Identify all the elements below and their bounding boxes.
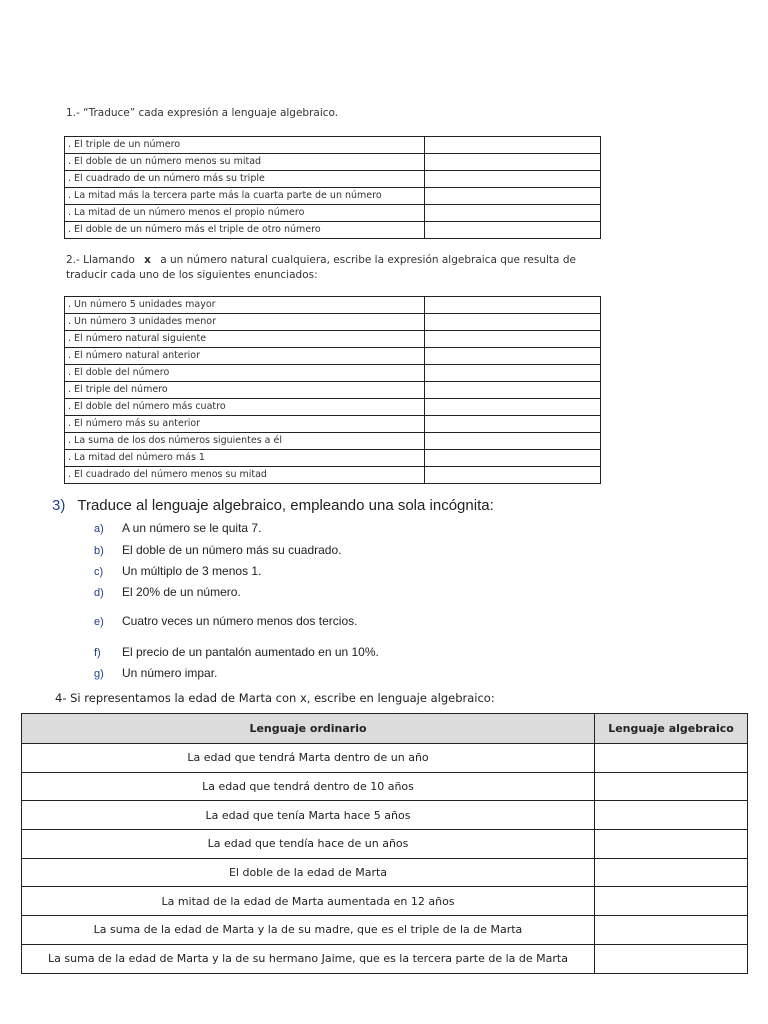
ordinary-language-cell: La suma de la edad de Marta y la de su hermano Jaime, que es la tercera parte de la de Marta [22,944,595,973]
section4-header-row [22,714,748,744]
table-row [65,450,601,467]
section2-intro-pre: 2.- Llamando [66,254,135,266]
statement-cell: . La mitad más la tercera parte más la cuarta parte de un número [65,188,425,205]
section3-item-c: c) Un múltiplo de 3 menos 1. [94,564,262,578]
table-row [22,858,748,887]
table-row [65,433,601,450]
ordinary-language-cell: La edad que tenía Marta hace 5 años [22,801,595,830]
statement-cell: . La mitad del número más 1 [65,450,425,467]
statement-cell: . El número natural anterior [65,348,425,365]
statement-cell: . El número más su anterior [65,416,425,433]
answer-cell[interactable] [425,365,601,382]
section3-title [52,497,494,514]
ordinary-language-cell: El doble de la edad de Marta [22,858,595,887]
statement-cell: . El cuadrado de un número más su triple [65,171,425,188]
section2-intro-line2: traducir cada uno de los siguientes enunciados: [66,269,318,281]
table-row [22,887,748,916]
algebraic-answer-cell[interactable] [595,916,748,945]
answer-cell[interactable] [425,188,601,205]
statement-cell: . El doble de un número menos su mitad [65,154,425,171]
table-row [65,137,601,154]
algebraic-answer-cell[interactable] [595,801,748,830]
answer-cell[interactable] [425,399,601,416]
answer-cell[interactable] [425,154,601,171]
table-row [65,467,601,484]
section3-number: 3) [52,497,66,514]
section3-item-a: a) A un número se le quita 7. [94,521,262,535]
section2-table [64,296,601,484]
answer-cell[interactable] [425,205,601,222]
answer-cell[interactable] [425,297,601,314]
table-row [65,188,601,205]
algebraic-answer-cell[interactable] [595,772,748,801]
table-row [65,297,601,314]
statement-cell: . El doble del número más cuatro [65,399,425,416]
algebraic-answer-cell[interactable] [595,830,748,859]
table-row [65,205,601,222]
ordinary-language-cell: La edad que tendía hace de un años [22,830,595,859]
statement-cell: . El cuadrado del número menos su mitad [65,467,425,484]
table-row [22,830,748,859]
answer-cell[interactable] [425,467,601,484]
table-row [22,772,748,801]
section3-item-b: b) El doble de un número más su cuadrado. [94,543,342,557]
table-row [65,154,601,171]
table-row [22,944,748,973]
algebraic-answer-cell[interactable] [595,944,748,973]
table-row [65,331,601,348]
answer-cell[interactable] [425,348,601,365]
table-row [65,314,601,331]
section1-table [64,136,601,239]
answer-cell[interactable] [425,331,601,348]
answer-cell[interactable] [425,171,601,188]
col-algebraic-header: Lenguaje algebraico [595,714,748,744]
statement-cell: . El número natural siguiente [65,331,425,348]
answer-cell[interactable] [425,433,601,450]
section3-item-f: f) El precio de un pantalón aumentado en un 10%. [94,645,379,659]
table-row [65,222,601,239]
ordinary-language-cell: La suma de la edad de Marta y la de su madre, que es el triple de la de Marta [22,916,595,945]
table-row [65,416,601,433]
table-row [65,382,601,399]
answer-cell[interactable] [425,450,601,467]
table-row [22,801,748,830]
statement-cell: . El doble del número [65,365,425,382]
statement-cell: . El triple del número [65,382,425,399]
section3-item-d: d) El 20% de un número. [94,585,241,599]
algebraic-answer-cell[interactable] [595,744,748,773]
section3-item-e: e) Cuatro veces un número menos dos tercios. [94,614,358,628]
table-row [22,916,748,945]
algebraic-answer-cell[interactable] [595,887,748,916]
section4-table [21,713,748,974]
section2-intro [66,253,586,283]
section4-heading: 4- Si representamos la edad de Marta con x, escribe en lenguaje algebraico: [55,691,495,705]
ordinary-language-cell: La edad que tendrá dentro de 10 años [22,772,595,801]
answer-cell[interactable] [425,382,601,399]
statement-cell: . Un número 5 unidades mayor [65,297,425,314]
answer-cell[interactable] [425,416,601,433]
section1-heading: 1.- “Traduce” cada expresión a lenguaje algebraico. [66,107,339,119]
table-row [65,399,601,416]
section3-title-text: Traduce al lenguaje algebraico, empleando una sola incógnita: [77,497,494,514]
answer-cell[interactable] [425,137,601,154]
section3-item-g: g) Un número impar. [94,666,218,680]
table-row [22,744,748,773]
algebraic-answer-cell[interactable] [595,858,748,887]
statement-cell: . La suma de los dos números siguientes a él [65,433,425,450]
ordinary-language-cell: La edad que tendrá Marta dentro de un año [22,744,595,773]
col-ordinary-header: Lenguaje ordinario [22,714,595,744]
statement-cell: . Un número 3 unidades menor [65,314,425,331]
answer-cell[interactable] [425,314,601,331]
statement-cell: . El doble de un número más el triple de otro número [65,222,425,239]
table-row [65,365,601,382]
answer-cell[interactable] [425,222,601,239]
table-row [65,348,601,365]
statement-cell: . El triple de un número [65,137,425,154]
statement-cell: . La mitad de un número menos el propio número [65,205,425,222]
section2-intro-post: a un número natural cualquiera, escribe la expresión algebraica que resulta de [160,254,576,266]
variable-x: x [144,254,151,266]
table-row [65,171,601,188]
ordinary-language-cell: La mitad de la edad de Marta aumentada en 12 años [22,887,595,916]
